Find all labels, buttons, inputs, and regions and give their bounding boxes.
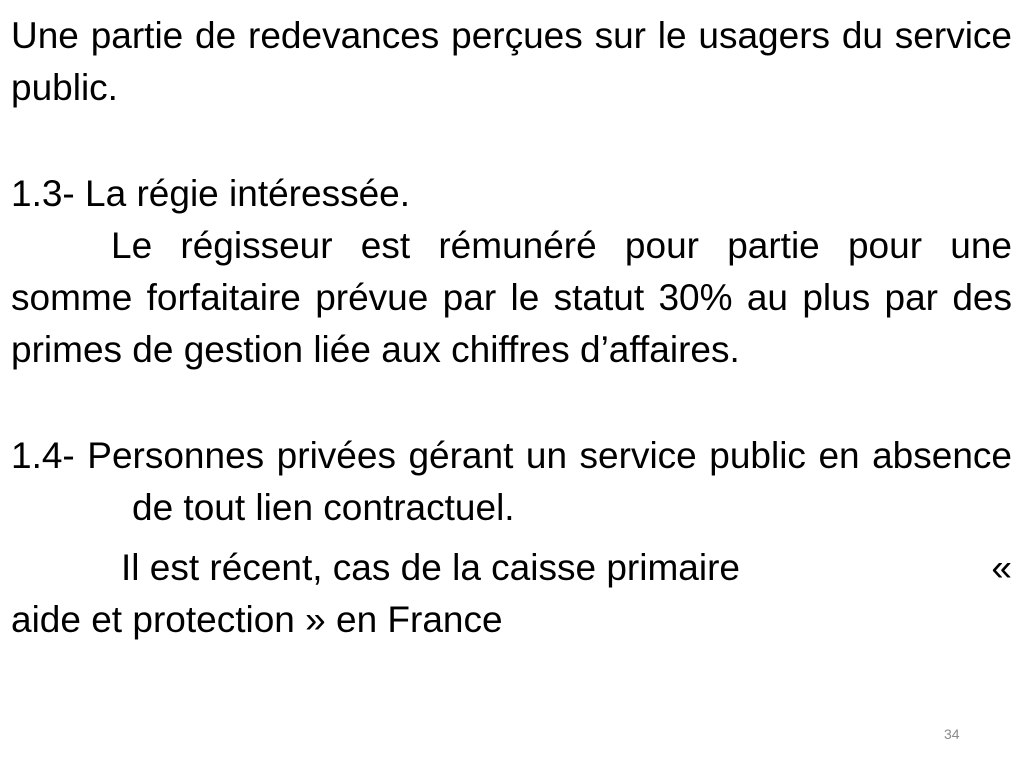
- paragraph-redevances: Une partie de redevances perçues sur le usagers du service public.: [11, 15, 1012, 108]
- heading-personnes-privees: 1.4- Personnes privées gérant un service public en absence de tout lien contractuel.: [11, 435, 1012, 528]
- paragraph-caisse-primaire: [11, 542, 1012, 646]
- spacer: [11, 114, 1012, 168]
- heading-regie-interessee: 1.3- La régie intéressée.: [11, 173, 411, 214]
- spacer: [11, 534, 1012, 542]
- page-number: 34: [944, 726, 960, 742]
- spacer: [11, 376, 1012, 430]
- paragraph-regisseur: Le régisseur est rémunéré pour partie pour une somme forfaitaire prévue par le statut 30% au plus par des primes de gestion liée aux chiffres d’affaires.: [11, 225, 1012, 370]
- paragraph-line: [11, 542, 1012, 594]
- paragraph-line: aide et protection » en France: [11, 599, 503, 640]
- slide-body: [11, 10, 1012, 646]
- paragraph-text: Il est récent, cas de la caisse primaire: [121, 547, 740, 588]
- quote-mark: «: [991, 547, 1012, 588]
